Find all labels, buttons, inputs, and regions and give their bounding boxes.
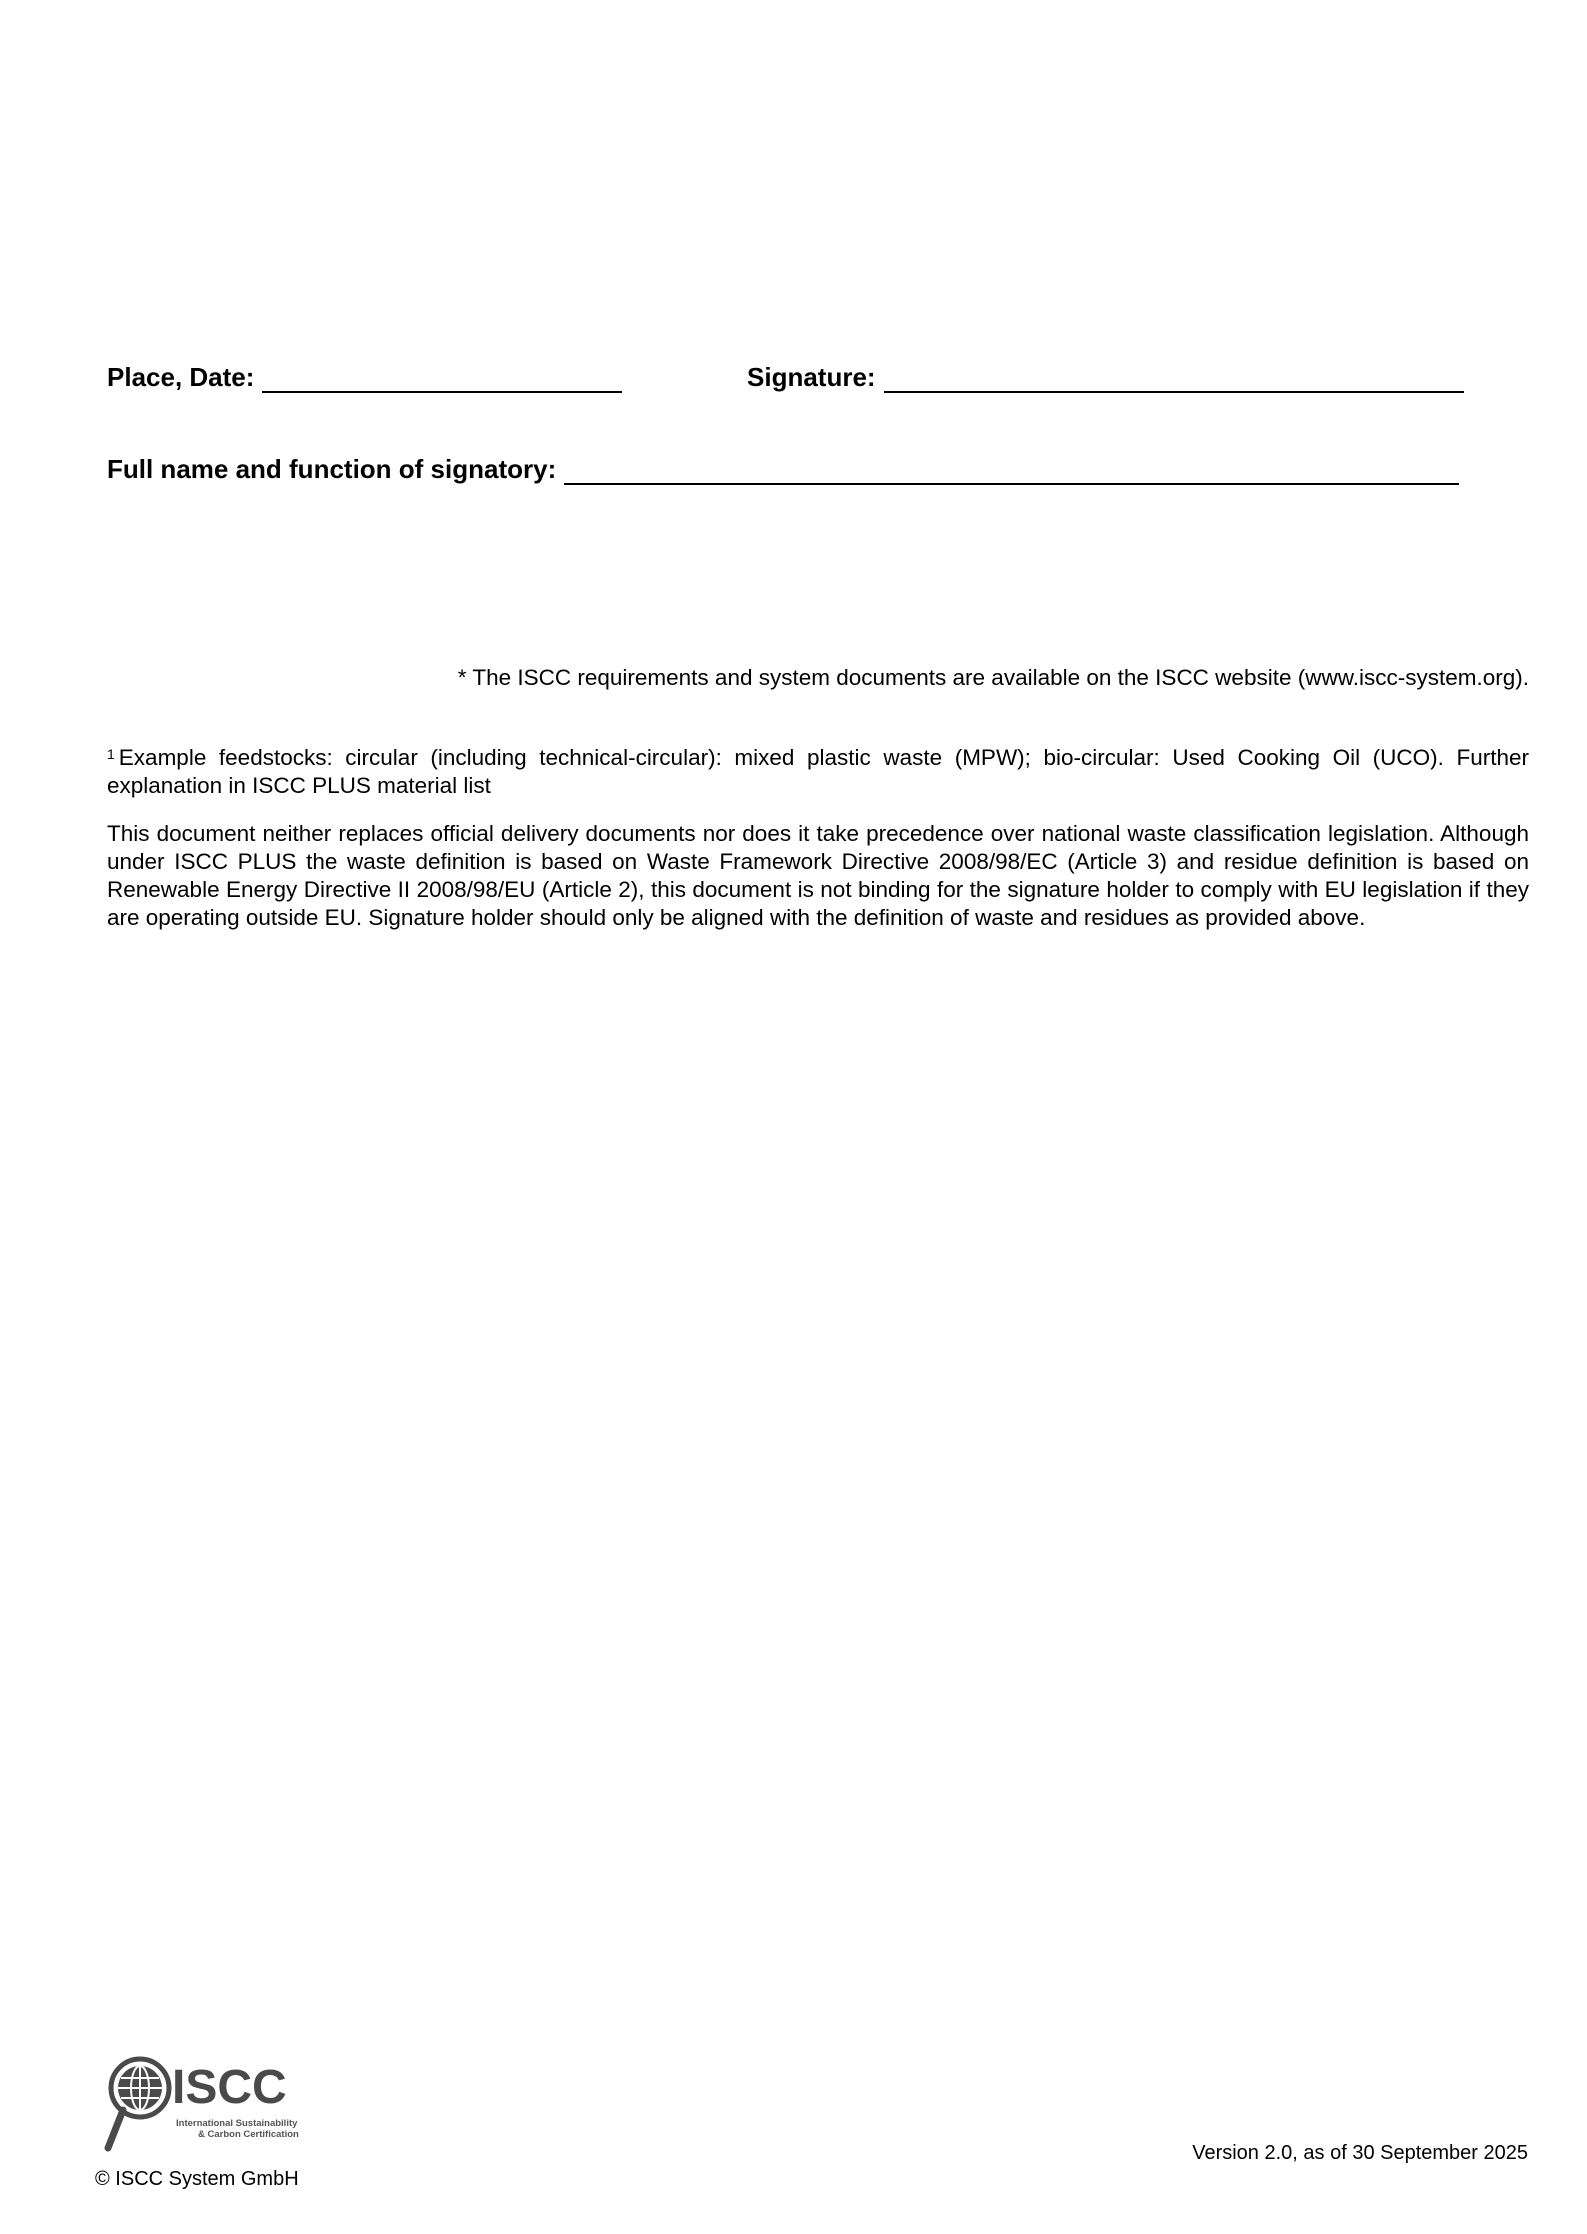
place-date-row [107,362,622,393]
version-text: Version 2.0, as of 30 September 2025 [1192,2142,1528,2164]
footnote [107,744,1529,800]
copyright-text: © ISCC System GmbH [95,2168,299,2190]
signatory-label: Full name and function of signatory: [107,454,557,484]
iscc-logo [104,2056,304,2154]
signature-field-line[interactable] [884,365,1464,393]
signature-label: Signature: [747,362,876,392]
place-date-label: Place, Date: [107,362,255,392]
signatory-row [107,454,1459,485]
logo-subtitle [176,2118,299,2140]
footnote-marker: 1 [107,746,115,762]
footnote-text: Example feedstocks: circular (including technical-circular): mixed plastic waste (MPW); bio-circular: Used Cooking Oil (UCO). Further explanation in ISCC PLUS material list [107,745,1529,798]
place-date-field-line[interactable] [262,365,622,393]
signature-row [747,362,1464,393]
signatory-field-line[interactable] [564,457,1459,485]
logo-subtitle-line1: International Sustainability [176,2118,298,2129]
disclaimer-text: This document neither replaces official delivery documents nor does it take precedence over national waste classification legislation. Although under ISCC PLUS the waste definition is based on Waste Framework Directive 2008/98/EC (Article 3) and residue definition is based on Renewable Energy Directive II 2008/98/EU (Article 2), this document is not binding for the signature holder to comply with EU legislation if they are operating outside EU. Signature holder should only be aligned with the definition of waste and residues as provided above. [107,821,1529,930]
globe-magnifier-icon [104,2056,174,2154]
logo-wordmark: ISCC [172,2061,287,2114]
logo-subtitle-line2: & Carbon Certification [198,2129,299,2140]
website-note: * The ISCC requirements and system documents are available on the ISCC website (www.iscc-system.org). [457,665,1529,690]
